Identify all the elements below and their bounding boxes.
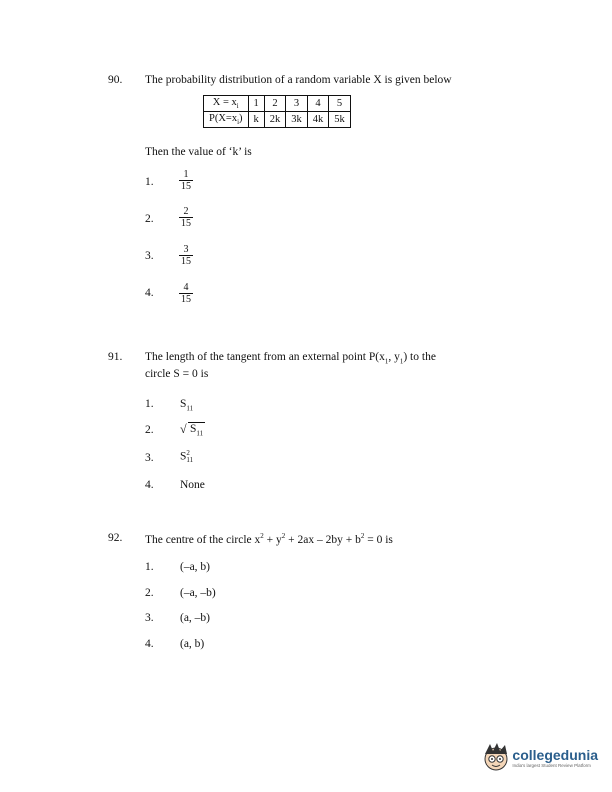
option-fraction: $\frac{2}{15}$ bbox=[181, 206, 191, 229]
option-text: (–a, –b) bbox=[180, 587, 216, 599]
brand-name: collegedunia bbox=[512, 746, 598, 763]
table-cell: 5k bbox=[329, 112, 351, 128]
option-number: 3. bbox=[145, 612, 154, 624]
question-number: 90. bbox=[108, 74, 123, 86]
option-number: 2. bbox=[145, 213, 154, 225]
question-text: The centre of the circle $x^2 + y^2 + 2ax - 2by + b^2 = 0$ is bbox=[145, 532, 393, 546]
table-cell: 5 bbox=[329, 96, 351, 112]
question-text: The length of the tangent from an external point $P(x_1$, $y_1$) to the bbox=[145, 351, 436, 366]
option-text: (a, b) bbox=[180, 638, 205, 650]
table-cell: 3k bbox=[286, 112, 308, 128]
option-number: 1. bbox=[145, 561, 154, 573]
table-row bbox=[204, 96, 351, 112]
table-cell: $P(X=x_i)$ bbox=[204, 112, 249, 128]
option-number: 4. bbox=[145, 479, 154, 491]
question-text-line2: circle S = 0 is bbox=[145, 368, 209, 380]
option-text: None bbox=[180, 479, 205, 491]
option-number: 1. bbox=[145, 398, 154, 410]
option-number: 2. bbox=[145, 587, 154, 599]
option-text: $S_{11}$ bbox=[180, 398, 194, 413]
option-number: 1. bbox=[145, 176, 154, 188]
table-cell: 2 bbox=[264, 96, 286, 112]
option-number: 3. bbox=[145, 250, 154, 262]
probability-table bbox=[203, 95, 351, 128]
option-text: S 2 11 bbox=[180, 449, 194, 464]
option-number: 4. bbox=[145, 287, 154, 299]
option-text: (–a, b) bbox=[180, 561, 211, 573]
table-cell: 4 bbox=[307, 96, 329, 112]
question-text: The probability distribution of a random variable X is given below bbox=[145, 74, 452, 86]
collegedunia-logo[interactable] bbox=[482, 742, 598, 772]
table-cell: 1 bbox=[248, 96, 264, 112]
table-cell: $X = x_i$ bbox=[204, 96, 249, 112]
option-number: 2. bbox=[145, 424, 154, 436]
option-number: 3. bbox=[145, 452, 154, 464]
option-fraction: $\frac{4}{15}$ bbox=[181, 282, 191, 305]
option-text: √ $S_{11}$ bbox=[180, 423, 205, 437]
option-number: 4. bbox=[145, 638, 154, 650]
question-number: 92. bbox=[108, 532, 123, 544]
brand-tagline: India's largest Student Review Platform bbox=[512, 762, 591, 768]
option-text: (a, –b) bbox=[180, 612, 211, 624]
question-number: 91. bbox=[108, 351, 123, 363]
table-row bbox=[204, 112, 351, 128]
table-cell: 4k bbox=[307, 112, 329, 128]
option-fraction: $\frac{1}{15}$ bbox=[181, 169, 191, 192]
question-prompt: Then the value of ‘k’ is bbox=[145, 146, 252, 158]
mascot-icon bbox=[482, 742, 510, 772]
option-fraction: $\frac{3}{15}$ bbox=[181, 244, 191, 267]
table-cell: k bbox=[248, 112, 264, 128]
table-cell: 3 bbox=[286, 96, 308, 112]
table-cell: 2k bbox=[264, 112, 286, 128]
